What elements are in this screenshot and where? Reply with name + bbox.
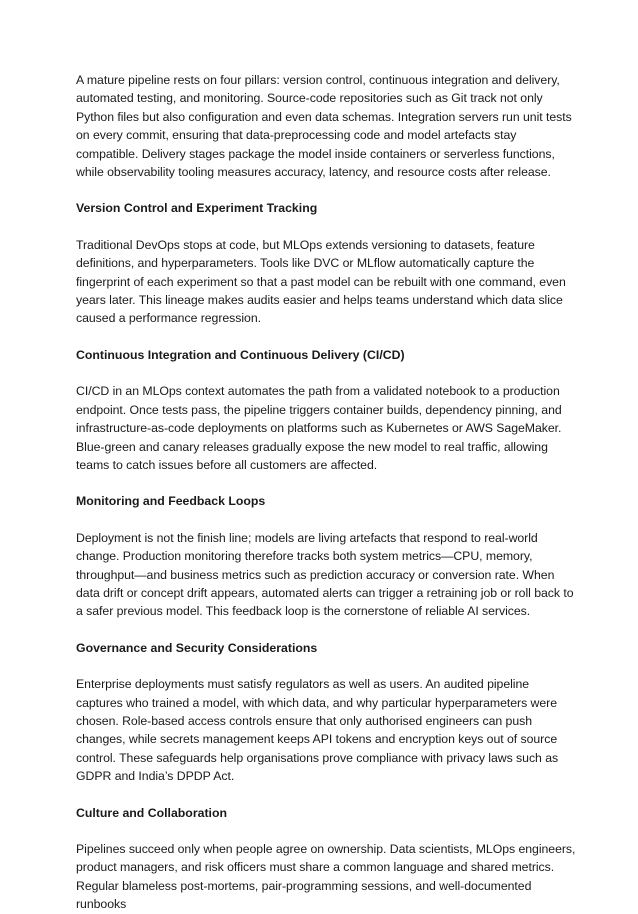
section-paragraph-version-control: Traditional DevOps stops at code, but MLOps extends versioning to datasets, feature definitions, and hyperparameters. Tools like DVC or MLflow automatically capture the fingerprint of each experiment so that a past model can be rebuilt with one command, even years later. This lineage makes audits easier and helps teams understand which data slice caused a performance regression.	[76, 237, 566, 326]
intro-paragraph: A mature pipeline rests on four pillars: version control, continuous integration and delivery, automated testing, and monitoring. Source-code repositories such as Git track not only Python files but also configuration and even data schemas. Integration servers run unit tests on every commit, ensuring that data-preprocessing code and model artefacts stay compatible. Delivery stages package the model inside containers or serverless functions, while observability tooling measures accuracy, latency, and resource costs after release.	[76, 73, 572, 180]
section-paragraph-monitoring: Deployment is not the finish line; models are living artefacts that respond to real-world change. Production monitoring therefore tracks both system metrics—CPU, memory, throughput—and business metrics such as prediction accuracy or conversion rate. When data drift or concept drift appears, automated alerts can trigger a retraining job or roll back to a safer previous model. This feedback loop is the cornerstone of reliable AI services.	[76, 530, 574, 619]
section-paragraph-ci-cd: CI/CD in an MLOps context automates the path from a validated notebook to a production endpoint. Once tests pass, the pipeline triggers container builds, dependency pinning, and infrastructure-as-code deployments on platforms such as Kubernetes or AWS SageMaker. Blue-green and canary releases gradually expose the new model to real traffic, allowing teams to catch issues before all customers are affected.	[76, 384, 562, 472]
section-heading-culture: Culture and Collaboration	[76, 805, 227, 820]
section-heading-ci-cd: Continuous Integration and Continuous Delivery (CI/CD)	[76, 347, 405, 362]
section-paragraph-governance: Enterprise deployments must satisfy regulators as well as users. An audited pipeline captures who trained a model, with which data, and why particular hyperparameters were chosen. Role-based access controls ensure that only authorised engineers can push changes, while secrets management keeps API tokens and encryption keys out of source control. These safeguards help organisations prove compliance with privacy laws such as GDPR and India’s DPDP Act.	[76, 677, 559, 784]
document-body	[76, 71, 578, 914]
section-heading-version-control: Version Control and Experiment Tracking	[76, 201, 318, 216]
section-paragraph-culture: Pipelines succeed only when people agree on ownership. Data scientists, MLOps engineers, product managers, and risk officers must share a common language and shared metrics. Regular blameless post-mortems, pair-programming sessions, and well-documented runbooks	[76, 842, 576, 912]
section-heading-monitoring: Monitoring and Feedback Loops	[76, 494, 266, 509]
section-heading-governance: Governance and Security Considerations	[76, 640, 318, 655]
